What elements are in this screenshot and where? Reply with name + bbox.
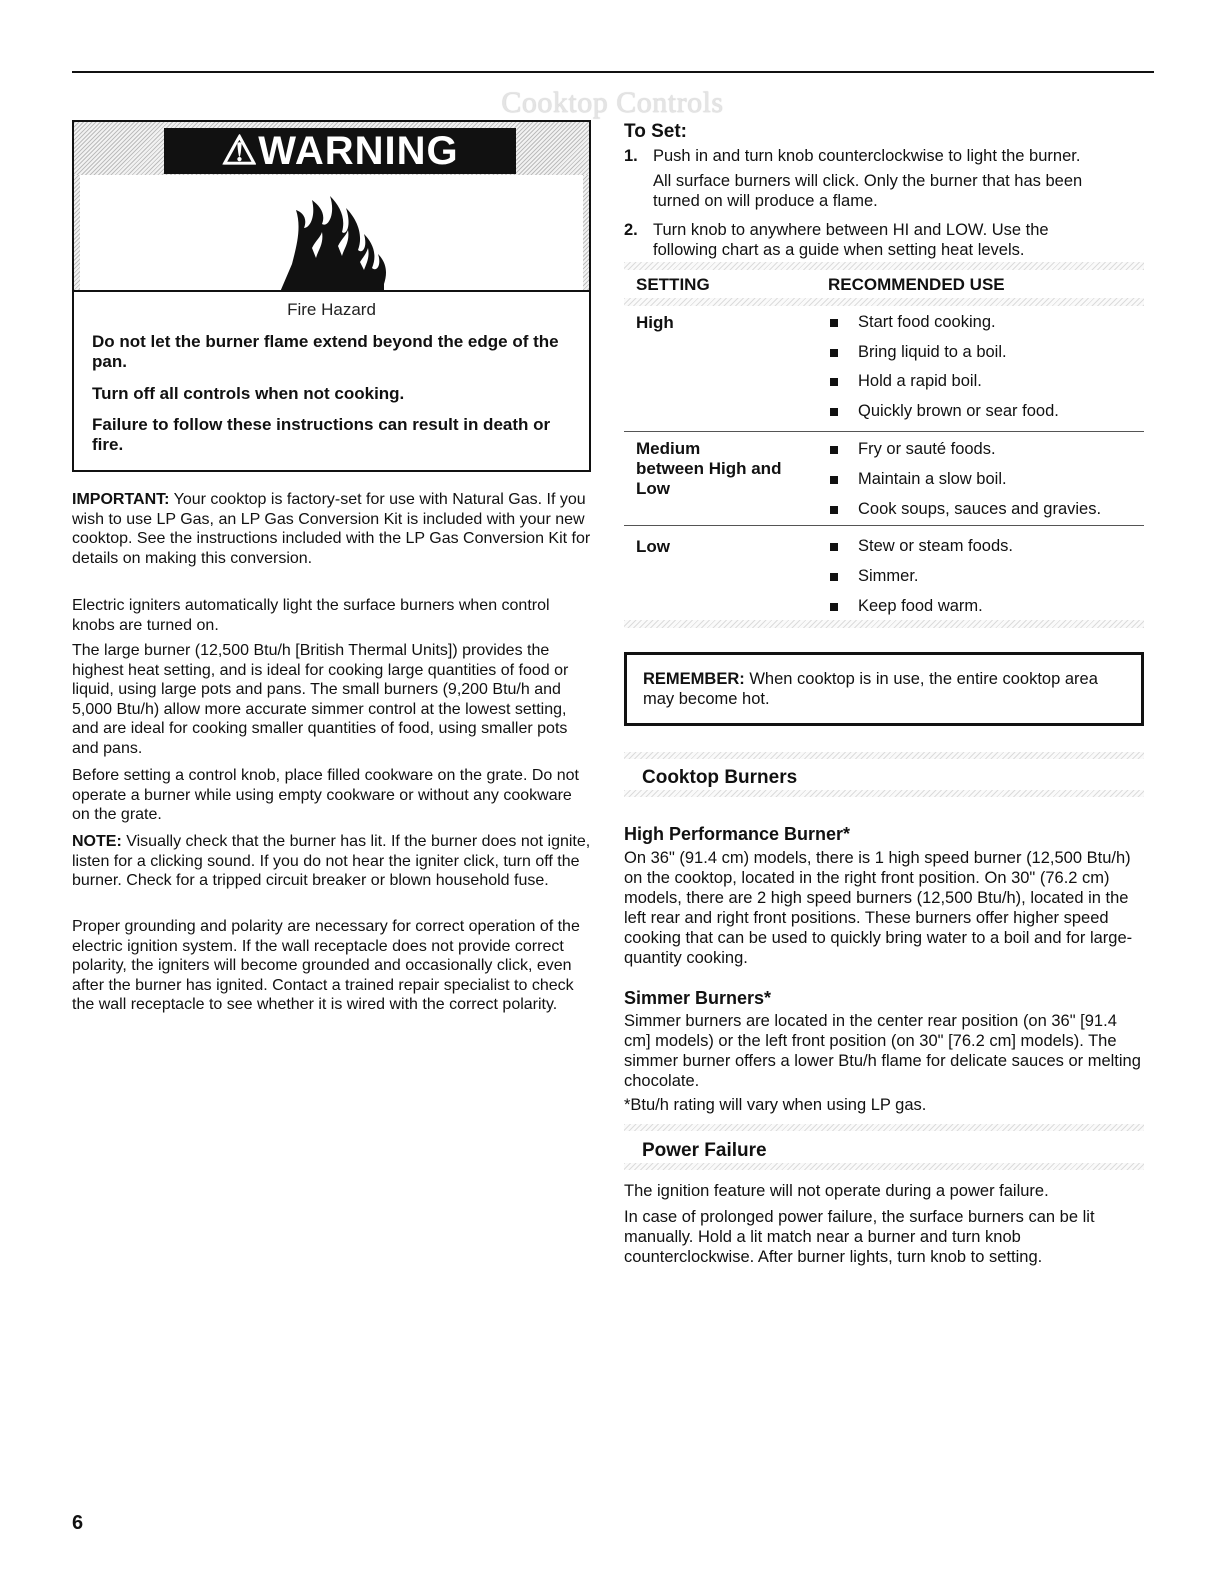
warning-line-2: Turn off all controls when not cooking. — [92, 384, 405, 403]
table-use: Keep food warm. — [858, 597, 983, 615]
section-heading-cooktop-burners: Cooktop Burners — [642, 767, 798, 788]
table-use: Maintain a slow boil. — [858, 470, 1007, 488]
bullet — [830, 543, 838, 551]
note-label: NOTE: — [72, 833, 122, 850]
table-setting-medium-line-3: Low — [636, 479, 670, 498]
cookware-paragraph: Before setting a control knob, place filled cookware on the grate. Do not operate a burner while using empty cookware or without any cookware on the grate. — [72, 767, 579, 824]
section-band — [624, 1124, 1144, 1131]
section-band — [624, 752, 1144, 759]
bullet — [830, 476, 838, 484]
section-heading-power-failure: Power Failure — [642, 1140, 767, 1161]
high-performance-text: On 36" (91.4 cm) models, there is 1 high speed burner (12,500 Btu/h) on the cooktop, located in the right front position. On 30" (76.2 cm) models, there are 2 high speed burners (12,500 Btu/h), located in the left rear and right front positions. These burners offer higher speed cooking that can be used to quickly bring water to a boil and for large-quantity cooking. — [624, 849, 1133, 967]
simmer-heading: Simmer Burners* — [624, 988, 772, 1008]
table-setting-high: High — [636, 313, 674, 332]
bullet — [830, 349, 838, 357]
warning-line-3: Failure to follow these instructions can result in death or fire. — [92, 415, 551, 454]
bullet — [830, 506, 838, 514]
power-failure-text-2: In case of prolonged power failure, the surface burners can be lit manually. Hold a lit match near a burner and turn knob counterclockwise. After burner lights, turn knob to setting. — [624, 1208, 1095, 1266]
table-header-use: RECOMMENDED USE — [828, 275, 1005, 294]
bullet — [830, 573, 838, 581]
bullet — [830, 408, 838, 416]
remember-box — [624, 652, 1144, 726]
table-top-band — [624, 262, 1144, 270]
simmer-text: Simmer burners are located in the center rear position (on 36" [91.4 cm] models) or the left front position (on 30" [76.2 cm] models). The simmer burner offers a lower Btu/h flame for delicate sauces or melting chocolate. — [624, 1012, 1141, 1090]
table-bottom-band — [624, 620, 1144, 628]
bullet — [830, 603, 838, 611]
table-use: Stew or steam foods. — [858, 537, 1013, 555]
bullet — [830, 378, 838, 386]
section-band — [624, 1163, 1144, 1170]
bullet — [830, 319, 838, 327]
table-use: Quickly brown or sear food. — [858, 402, 1059, 420]
table-header-band — [624, 298, 1144, 306]
important-paragraph — [72, 490, 592, 568]
top-rule — [72, 71, 1154, 73]
power-failure-text-1: The ignition feature will not operate during a power failure. — [624, 1182, 1049, 1200]
high-performance-heading: High Performance Burner* — [624, 824, 851, 844]
step-2-number: 2. — [624, 221, 638, 239]
table-header-setting: SETTING — [636, 275, 710, 294]
large-burner-paragraph: The large burner (12,500 Btu/h [British Thermal Units]) provides the highest heat setting, and is ideal for cooking large quantities of food or liquid, using large pots and pans. The small burners (9,200 Btu/h and 5,000 Btu/h) allow more accurate simmer control at the lowest setting, and are ideal for cooking smaller quantities of food, using smaller pots and pans. — [72, 642, 569, 757]
step-2-text: Turn knob to anywhere between HI and LOW. Use the following chart as a guide when setting heat levels. — [653, 221, 1049, 259]
table-use: Cook soups, sauces and gravies. — [858, 500, 1102, 518]
warning-line-1: Do not let the burner flame extend beyond the edge of the pan. — [92, 332, 559, 371]
btu-footnote: *Btu/h rating will vary when using LP gas. — [624, 1096, 927, 1114]
section-band — [624, 790, 1144, 797]
page-title: Cooktop Controls — [501, 86, 724, 119]
table-use: Start food cooking. — [858, 313, 996, 331]
grounding-paragraph: Proper grounding and polarity are necessary for correct operation of the electric ignition system. If the wall receptacle does not provide correct polarity, the igniters will become grounded and occasionally click, even after the burner has ignited. Contact a trained repair specialist to check the wall receptacle to see whether it is wired with the correct polarity. — [72, 918, 580, 1014]
warning-title: ⚠WARNING — [164, 128, 516, 174]
remember-text: REMEMBER: When cooktop is in use, the entire cooktop area may become hot. — [643, 670, 1098, 708]
step-1-subtext: All surface burners will click. Only the burner that has been turned on will produce a flame. — [653, 172, 1083, 210]
table-row-divider — [624, 525, 1144, 526]
step-1-number: 1. — [624, 147, 638, 165]
table-setting-medium-line-1: Medium — [636, 439, 701, 458]
table-setting-low: Low — [636, 537, 670, 556]
bullet — [830, 446, 838, 454]
note-text: Visually check that the burner has lit. If the burner does not ignite, listen for a clicking sound. If you do not hear the igniter click, turn off the burner. Check for a tripped circuit breaker or blown household fuse. — [72, 833, 591, 890]
table-use: Hold a rapid boil. — [858, 372, 982, 390]
warning-hazard-title: Fire Hazard — [287, 300, 376, 319]
important-text: Your cooktop is factory-set for use with Natural Gas. If you wish to use LP Gas, an LP Gas Conversion Kit is included with your new cooktop. See the instructions included with the LP Gas Conversion Kit for details on making this conversion. — [72, 491, 591, 567]
table-use: Fry or sauté foods. — [858, 440, 996, 458]
note-paragraph — [72, 832, 592, 891]
table-use: Bring liquid to a boil. — [858, 343, 1007, 361]
igniters-paragraph: Electric igniters automatically light the surface burners when control knobs are turned on. — [72, 597, 550, 634]
remember-label: REMEMBER: — [643, 670, 745, 688]
table-setting-medium-line-2: between High and — [636, 459, 782, 478]
page-number: 6 — [72, 1512, 84, 1534]
to-set-heading: To Set: — [624, 121, 687, 142]
warning-box — [72, 120, 591, 472]
table-row-divider — [624, 431, 1144, 432]
table-use: Simmer. — [858, 567, 919, 585]
step-1-text: Push in and turn knob counterclockwise to light the burner. — [653, 147, 1081, 165]
important-label: IMPORTANT: — [72, 491, 170, 508]
